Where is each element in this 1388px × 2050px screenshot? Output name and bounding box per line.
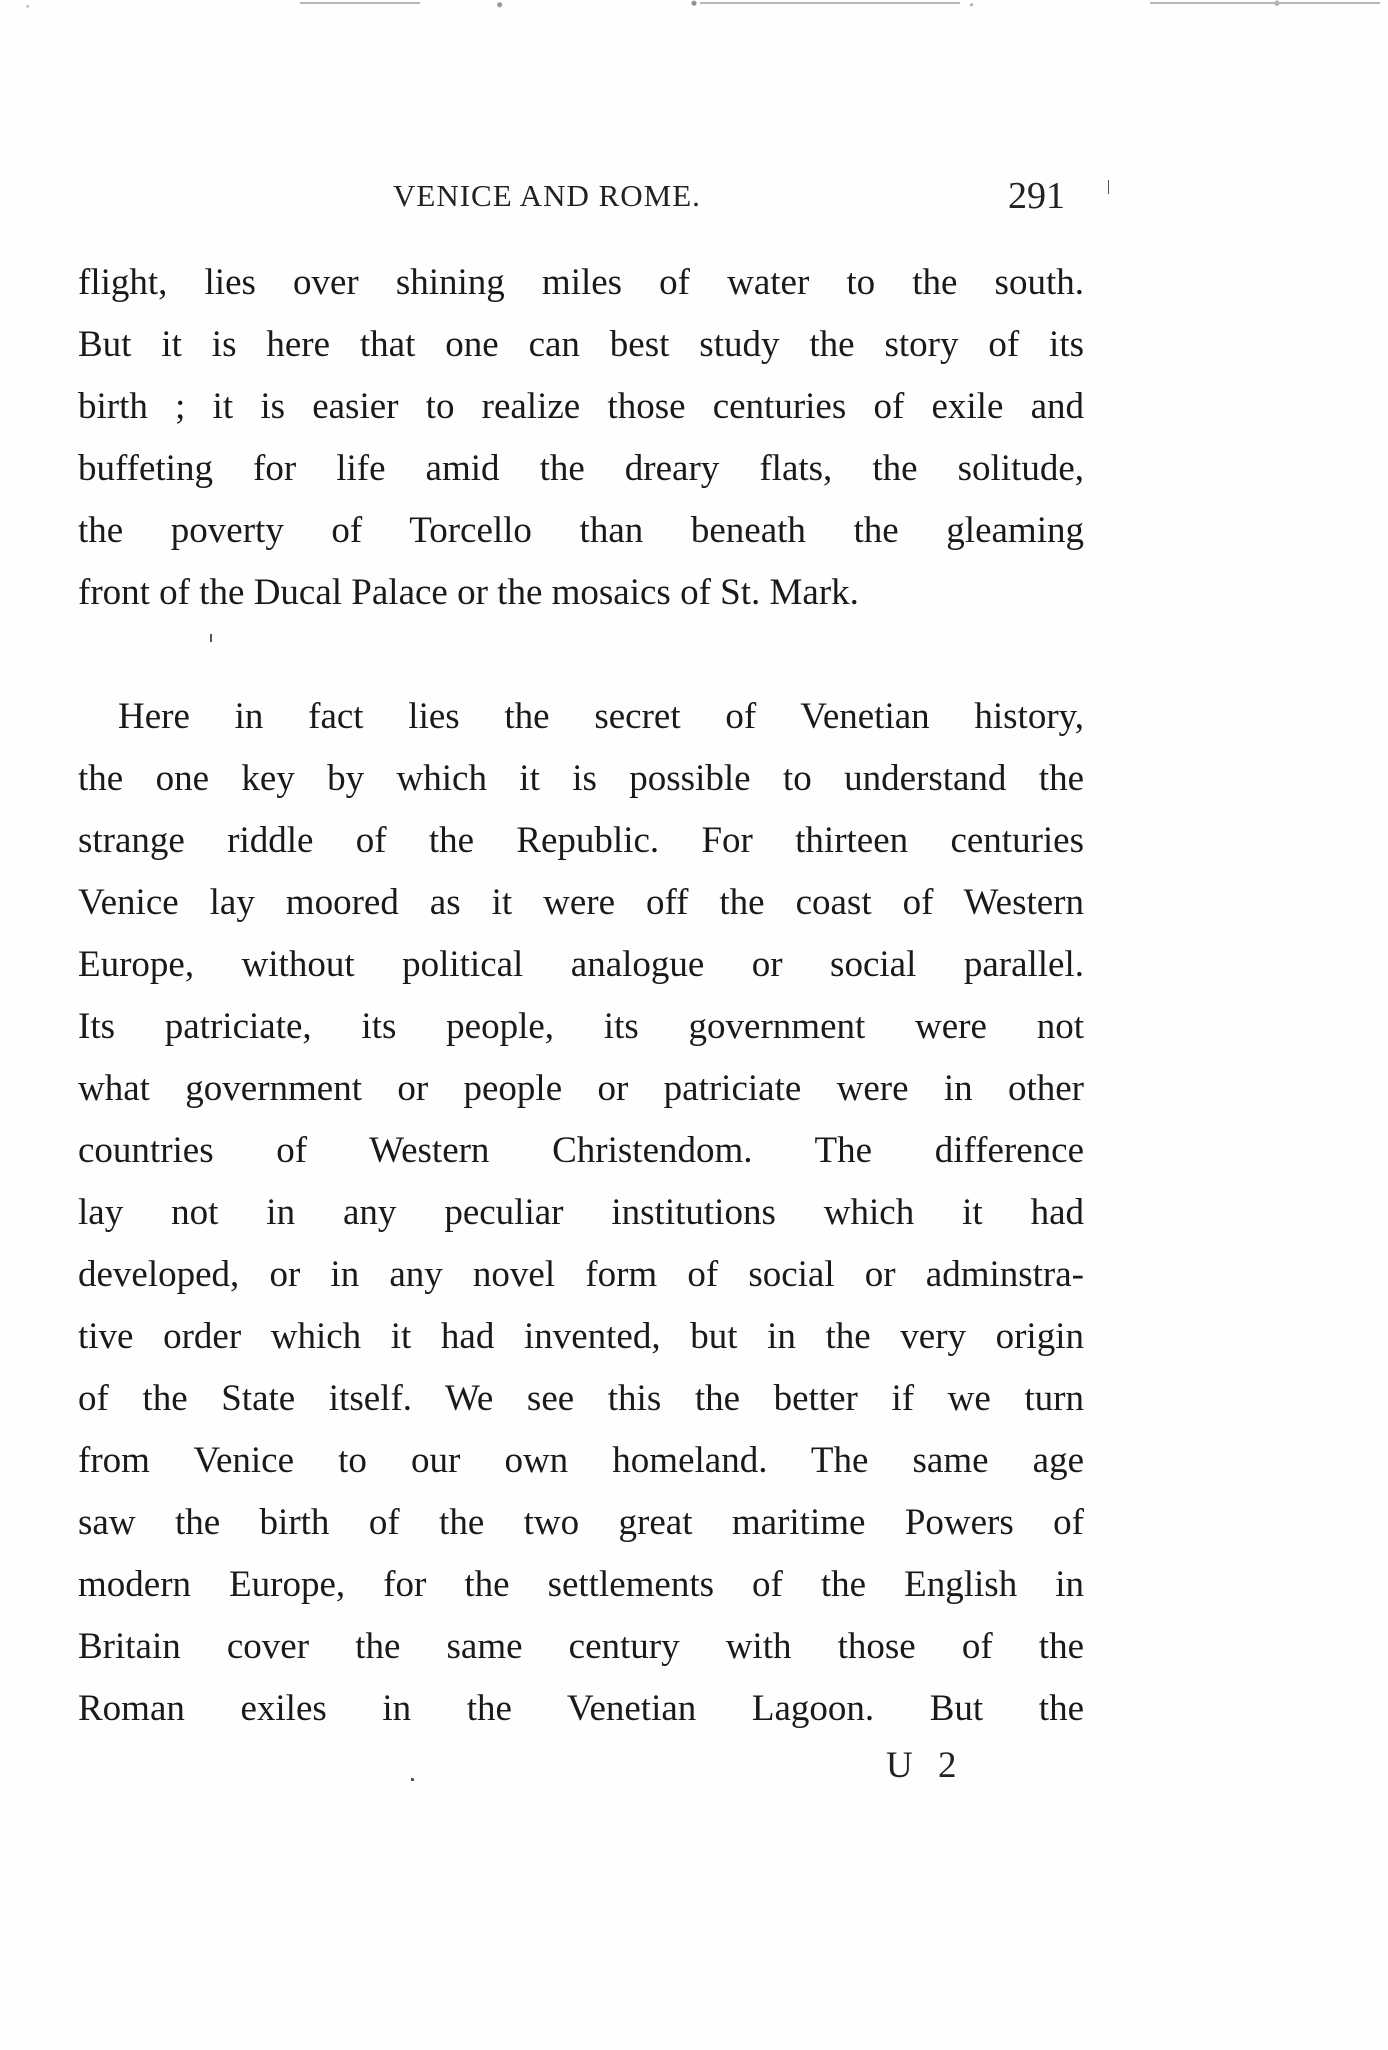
text-line: Europe, without political analogue or social parallel.	[78, 944, 1084, 985]
text-line: of the State itself. We see this the better if we turn	[78, 1378, 1084, 1419]
text-line: Venice lay moored as it were off the coast of Western	[78, 882, 1084, 923]
running-head	[0, 175, 1388, 218]
text-line: from Venice to our own homeland. The same age	[78, 1440, 1084, 1481]
text-line: Here in fact lies the secret of Venetian history,	[118, 696, 1084, 737]
text-line: developed, or in any novel form of social or adminstra-	[78, 1254, 1084, 1295]
page-number: 291	[1008, 175, 1065, 217]
paragraph-gap	[78, 624, 1084, 686]
scan-edge-mark	[1150, 2, 1380, 4]
body-text	[78, 252, 1084, 1740]
running-title: VENICE AND ROME.	[393, 178, 701, 213]
text-line: modern Europe, for the settlements of the English in	[78, 1564, 1084, 1605]
text-line: But it is here that one can best study the story of its	[78, 324, 1084, 365]
text-line: Britain cover the same century with those of the	[78, 1626, 1084, 1667]
text-line: countries of Western Christendom. The difference	[78, 1130, 1084, 1171]
text-line: saw the birth of the two great maritime Powers of	[78, 1502, 1084, 1543]
signature-mark: U 2	[886, 1745, 965, 1786]
ink-speck	[210, 634, 212, 642]
ink-speck	[411, 1778, 414, 1781]
text-line: birth ; it is easier to realize those centuries of exile and	[78, 386, 1084, 427]
text-line: front of the Ducal Palace or the mosaics of St. Mark.	[78, 572, 859, 613]
text-line: Roman exiles in the Venetian Lagoon. But the	[78, 1688, 1084, 1729]
text-line: Its patriciate, its people, its government were not	[78, 1006, 1084, 1047]
text-line: lay not in any peculiar institutions which it had	[78, 1192, 1084, 1233]
ink-speck	[1108, 180, 1109, 194]
text-line: buffeting for life amid the dreary flats, the solitude,	[78, 448, 1084, 489]
text-line: flight, lies over shining miles of water to the south.	[78, 262, 1084, 303]
text-line: what government or people or patriciate were in other	[78, 1068, 1084, 1109]
scan-edge-mark	[300, 2, 420, 4]
text-line: tive order which it had invented, but in the very origin	[78, 1316, 1084, 1357]
text-line: strange riddle of the Republic. For thirteen centuries	[78, 820, 1084, 861]
text-line: the poverty of Torcello than beneath the gleaming	[78, 510, 1084, 551]
scan-edge-mark	[700, 2, 960, 4]
scan-edge-speckle	[0, 0, 1388, 16]
text-line: the one key by which it is possible to understand the	[78, 758, 1084, 799]
